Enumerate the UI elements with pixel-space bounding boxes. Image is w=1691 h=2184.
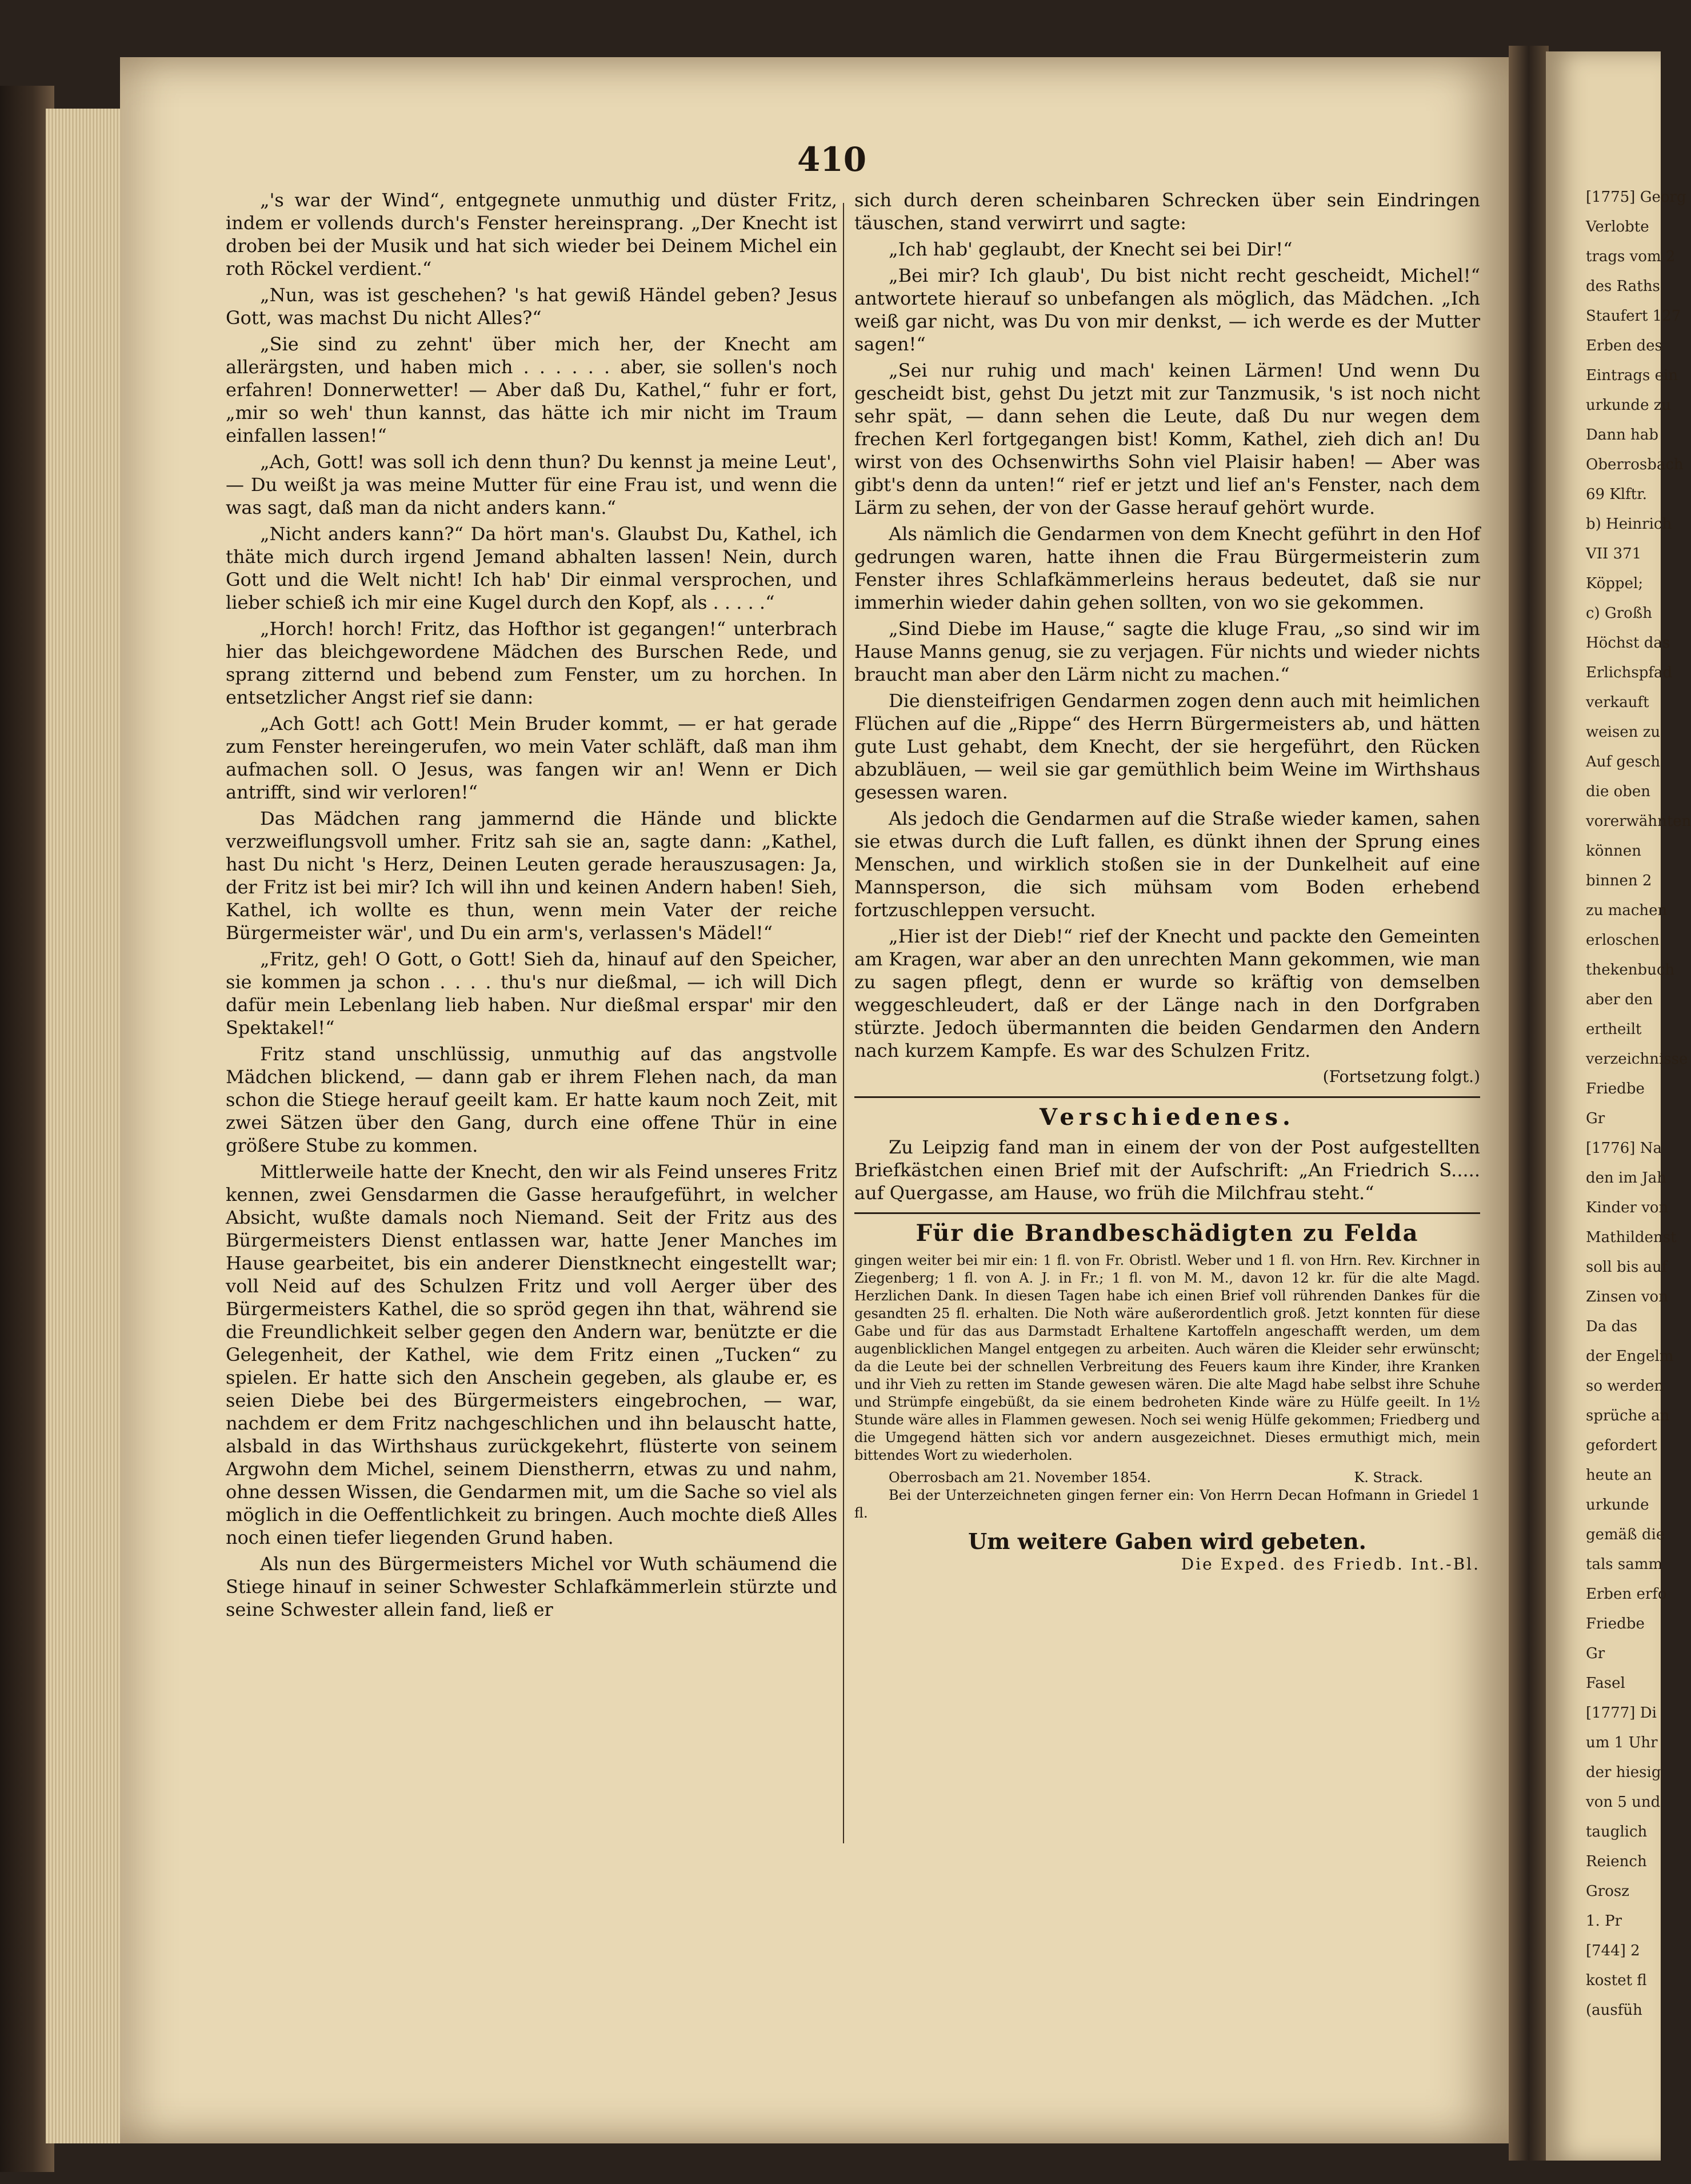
right-page-text-fragment: Oberrosbach xyxy=(1586,456,1684,473)
story-paragraph: „Sei nur ruhig und mach' keinen Lärmen! Und wenn Du gescheidt bist, gehst Du jetzt mit zur Tanzmusik, 's ist noch nicht sehr spät, — dann sehen die Leute, daß Du nur wegen dem frechen Kerl fortgegangen bist! Komm, Kathel, zieh dich an! Du wirst von des Ochsenwirths Sohn viel Plaisir haben! — Aber was gibt's denn da unten!“ rief er jetzt und lief an's Fenster, nach dem Lärm zu sehen, der von der Gasse herauf gehört wurde. xyxy=(854,360,1480,518)
right-page-text-fragment: tauglich xyxy=(1586,1823,1648,1840)
right-page-text-fragment: Fasel xyxy=(1586,1675,1625,1692)
story-paragraph: „Bei mir? Ich glaub', Du bist nicht recht gescheidt, Michel!“ antwortete hierauf so unbefangen als möglich, das Mädchen. „Ich weiß gar nicht, was Du von mir denkst, — ich werde es der Mutter sagen!“ xyxy=(854,265,1480,355)
right-page-text-fragment: Höchst das xyxy=(1586,634,1670,652)
right-page-text-fragment: verkauft xyxy=(1586,694,1649,711)
right-page-text-fragment: 1. Pr xyxy=(1586,1913,1622,1930)
right-page-text-fragment: heute an xyxy=(1586,1467,1652,1484)
story-paragraph: „Ach Gott! ach Gott! Mein Bruder kommt, — er hat gerade zum Fenster hereingerufen, wo mein Vater schläft, daß man ihm aufmachen soll. O Jesus, was fangen wir an! Wenn er Dich antrifft, sind wir verloren!“ xyxy=(226,713,837,803)
right-page-text-fragment: Verlobte xyxy=(1586,218,1649,235)
story-paragraph: „Nun, was ist geschehen? 's hat gewiß Händel geben? Jesus Gott, was machst Du nicht Alles?“ xyxy=(226,284,837,329)
right-page-text-fragment: b) Heinrich xyxy=(1586,516,1672,533)
expedition-line: Die Exped. des Friedb. Int.-Bl. xyxy=(1181,1555,1480,1574)
section-rule xyxy=(854,1212,1480,1214)
story-paragraph: Die diensteifrigen Gendarmen zogen denn auch mit heimlichen Flüchen auf die „Rippe“ des Herrn Bürgermeisters ab, und hätten gute Lust gehabt, dem Knecht, der sie hergeführt, den Rücken abzubläuen, — weil sie gar gemüthlich beim Weine im Wirthshaus gesessen waren. xyxy=(854,690,1480,803)
story-paragraph: Mittlerweile hatte der Knecht, den wir als Feind unseres Fritz kennen, zwei Gensdarmen die Gasse heraufgeführt, in welcher Absicht, wußte damals noch Niemand. Seit der Fritz aus des Bürgermeisters Dienst entlassen war, hatte Jener Manches im Hause gearbeitet, bis ein anderer Dienstknecht eingestellt war; voll Neid auf des Schulzen Fritz und voll Aerger über des Bürgermeisters Kathel, die so spröd gegen ihn that, während sie die Freundlichkeit selber gegen den Andern war, benützte er die Gelegenheit, der Kathel, wie dem Fritz einen „Tucken“ zu spielen. Er hatte sich den Anschein gegeben, als glaube er, es seien Diebe bei des Bürgermeisters eingebrochen, — war, nachdem er dem Fritz nachgeschlichen und ihn belauscht hatte, alsbald in das Wirthshaus zurückgekehrt, flüsterte von seinem Argwohn dem Michel, seinem Dienstherrn, etwas zu und nahm, ohne dessen Wissen, die Gendarmen mit, um die Sache so viel als möglich in die Oeffentlichkeit zu bringen. Auch mochte dieß Alles noch einen tiefer liegenden Grund haben. xyxy=(226,1161,837,1548)
right-page-text-fragment: können xyxy=(1586,843,1642,860)
right-page-text-fragment: tals samm xyxy=(1586,1556,1663,1573)
right-page-fragment xyxy=(1546,51,1691,2161)
story-paragraph: Als jedoch die Gendarmen auf die Straße wieder kamen, sahen sie etwas durch die Luft fallen, es dünkt ihnen der Sprung eines Menschen, und wirklich stoßen sie in der Dunkelheit auf eine Mannsperson, die sich mühsam vom Boden erhebend fortzuschleppen versucht. xyxy=(854,808,1480,921)
right-page-text-fragment: weisen zu xyxy=(1586,724,1661,741)
right-page-text-fragment: vorerwähnten xyxy=(1586,813,1691,830)
right-page-text-fragment: um 1 Uhr xyxy=(1586,1734,1658,1751)
continuation-note: (Fortsetzung folgt.) xyxy=(1322,1067,1480,1086)
story-paragraph: „Ich hab' geglaubt, der Knecht sei bei Dir!“ xyxy=(889,238,1293,260)
right-page-text-fragment: ertheilt xyxy=(1586,1021,1642,1038)
right-page-text-fragment: urkunde xyxy=(1586,1496,1649,1514)
right-page-text-fragment: [744] 2 xyxy=(1586,1942,1640,1959)
page-number: 410 xyxy=(797,140,867,179)
right-page-text-fragment: trags vom 2 xyxy=(1586,248,1676,265)
right-page-text-fragment: so werden xyxy=(1586,1378,1664,1395)
right-page-text-fragment: Erlichspfad xyxy=(1586,664,1673,681)
felda-text: gingen weiter bei mir ein: 1 fl. von Fr. Obristl. Weber und 1 fl. von Hrn. Rev. Kirchner in Ziegenberg; 1 fl. von A. J. in Fr.; 1 fl. von M. M., davon 12 kr. für die alte Magd. Herzlichen Dank. In diesen Tagen habe ich einen Brief voll rührenden Dankes für die gesandten 25 fl. erhalten. Die Noth wäre außerordentlich groß. Jetzt konnten für diese Gabe und für das aus Darmstadt Erhaltene Kartoffeln angeschafft werden, um dem augenblicklichen Mangel entgegen zu arbeiten. Auch wären die Kleider sehr erwünscht; da die Leute bei der schnellen Verbreitung des Feuers kaum ihre Kinder, ihre Kranken und ihr Vieh zu retten im Stande gewesen wären. Die alte Magd habe selbst ihre Schuhe und Strümpfe eingebüßt, da sie einem bedroheten Kinde wäre zu Hülfe geeilt. In 1½ Stunde wäre alles in Flammen gewesen. Noch sei wenig Hülfe gekommen; Friedberg und die Umgegend hätten sich vor andern ausgezeichnet. Dieses ermuthigt mich, mein bittendes Wort zu wiederholen. xyxy=(854,1252,1480,1463)
right-page-text-fragment: VII 371 xyxy=(1586,545,1642,562)
story-paragraph: „Horch! horch! Fritz, das Hofthor ist gegangen!“ unterbrach hier das bleichgewordene Mädchen des Burschen Rede, und sprang zitternd und bebend zum Fenster, um zu horchen. In entsetzlicher Angst rief sie dann: xyxy=(226,618,837,708)
story-paragraph: Das Mädchen rang jammernd die Hände und blickte verzweiflungsvoll umher. Fritz sah sie an, sagte dann: „Kathel, hast Du nicht 's Herz, Deinen Leuten gerade herauszusagen: Ja, der Fritz ist bei mir? Ich will ihn und keinen Andern haben! Sieh, Kathel, ich wollte es thun, wenn mein Vater der reiche Bürgermeister wär', und Du ein arm's, verlassen's Mädel!“ xyxy=(226,808,837,944)
felda-signature: K. Strack. xyxy=(1354,1470,1423,1486)
book-gutter xyxy=(1509,46,1549,2161)
right-page-text-fragment: der Engelm xyxy=(1586,1348,1674,1365)
right-page-text-fragment: [1775] Georg xyxy=(1586,189,1686,206)
right-page-text-fragment: gefordert xyxy=(1586,1437,1657,1454)
right-page-text-fragment: Köppel; xyxy=(1586,575,1644,592)
right-page-text-fragment: des Raths xyxy=(1586,278,1660,295)
story-paragraph: sich durch deren scheinbaren Schrecken über sein Eindringen täuschen, stand verwirrt und sagte: xyxy=(854,189,1480,234)
right-page-text-fragment: Friedbe xyxy=(1586,1615,1645,1632)
right-page-text-fragment: Gr xyxy=(1586,1645,1605,1662)
column-divider xyxy=(843,203,844,1843)
story-paragraph: „Hier ist der Dieb!“ rief der Knecht und packte den Gemeinten am Kragen, war aber an den unrechten Mann gekommen, wie man zu sagen pflegt, denn er wurde so kräftig von demselben weggeschleudert, daß er der Länge nach in den Dorfgraben stürzte. Jedoch übermannten die beiden Gendarmen den Andern nach kurzem Kampfe. Es war des Schulzen Fritz. xyxy=(854,925,1480,1061)
right-page-text-fragment: Mathildenst xyxy=(1586,1229,1677,1246)
right-page-text-fragment: binnen 2 xyxy=(1586,872,1652,889)
right-page-text-fragment: verzeichnisse xyxy=(1586,1051,1688,1068)
page-edges xyxy=(46,109,126,2143)
section-rule xyxy=(854,1096,1480,1098)
left-column xyxy=(226,189,837,1624)
right-page-text-fragment: erloschen xyxy=(1586,932,1660,949)
right-page-text-fragment: der hiesig xyxy=(1586,1764,1661,1781)
right-page-text-fragment: den im Jah xyxy=(1586,1169,1666,1187)
right-column xyxy=(854,189,1480,1576)
right-page-text-fragment: Reiench xyxy=(1586,1853,1647,1870)
right-page-text-fragment: Erben erfo xyxy=(1586,1586,1667,1603)
verschiedenes-text: Zu Leipzig fand man in einem der von der Post aufgestellten Briefkästchen einen Brief mit der Aufschrift: „An Friedrich S..... auf Quergasse, am Hause, wo früh die Milchfrau steht.“ xyxy=(854,1136,1480,1204)
right-page-text-fragment: Auf gesch xyxy=(1586,753,1661,770)
right-page-text-fragment: c) Großh xyxy=(1586,605,1652,622)
story-paragraph: Fritz stand unschlüssig, unmuthig auf das angstvolle Mädchen blickend, — dann gab er ihrem Flehen nach, da man schon die Stiege herauf geeilt kam. Er hatte kaum noch Zeit, mit zwei Sätzen über den Gang, durch eine offene Thür in eine größere Stube zu kommen. xyxy=(226,1043,837,1156)
right-page-text-fragment: Eintrags ein xyxy=(1586,367,1678,384)
right-page-text-fragment: Zinsen von xyxy=(1586,1288,1668,1305)
story-continuation xyxy=(854,189,1480,1062)
right-page-text-fragment: [1777] Di xyxy=(1586,1704,1657,1722)
right-page-text-fragment: aber den xyxy=(1586,991,1653,1008)
story-paragraph: Als nämlich die Gendarmen von dem Knecht geführt in den Hof gedrungen waren, hatte ihnen die Frau Bürgermeisterin zum Fenster ihres Schlafkämmerleins heraus bedeutet, daß sie nur immerhin wieder dahin gehen sollten, von wo sie gekommen. xyxy=(854,523,1480,613)
right-page-text-fragment: urkunde zu xyxy=(1586,397,1672,414)
right-page-text-fragment: Gr xyxy=(1586,1110,1605,1127)
right-page-text-fragment: zu machen xyxy=(1586,902,1668,919)
right-page-text-fragment: Kinder von xyxy=(1586,1199,1669,1216)
felda-notice xyxy=(854,1252,1480,1522)
story-paragraph: „Sind Diebe im Hause,“ sagte die kluge Frau, „so sind wir im Hause Manns genug, sie zu verjagen. Für nichts und wieder nichts braucht man aber den Lärm nicht zu machen.“ xyxy=(854,618,1480,685)
felda-signature-row xyxy=(854,1469,1480,1487)
story-paragraph: „Sie sind zu zehnt' über mich her, der Knecht am allerärgsten, und haben mich . . . . . . aber, sie sollen's noch erfahren! Donnerwetter! — Aber daß Du, Kathel,“ fuhr er fort, „mir so weh' thun kannst, das hätte ich mir nicht im Traum einfallen lassen!“ xyxy=(226,333,837,446)
right-page-text-fragment: Friedbe xyxy=(1586,1080,1645,1097)
story-paragraph: Als nun des Bürgermeisters Michel vor Wuth schäumend die Stiege hinauf in seiner Schwester Schlafkämmerlein stürzte und seine Schwester allein fand, ließ er xyxy=(226,1553,837,1620)
felda-additional: Bei der Unterzeichneten gingen ferner ein: Von Herrn Decan Hofmann in Griedel 1 fl. xyxy=(854,1487,1480,1521)
story-paragraph: „Ach, Gott! was soll ich denn thun? Du kennst ja meine Leut', — Du weißt ja was meine Mutter für eine Frau ist, und wenn die was sagt, daß man da nicht anders kann.“ xyxy=(226,451,837,518)
right-page-text-fragment: Grosz xyxy=(1586,1883,1629,1900)
right-page-text-fragment: die oben xyxy=(1586,783,1651,800)
story-paragraph: „'s war der Wind“, entgegnete unmuthig und düster Fritz, indem er vollends durch's Fenster hereinsprang. „Der Knecht ist droben bei der Musik und hat sich wieder bei Deinem Michel ein roth Röckel verdient.“ xyxy=(226,189,837,280)
felda-title: Für die Brandbeschädigten zu Felda xyxy=(916,1220,1419,1247)
story-paragraph: „Fritz, geh! O Gott, o Gott! Sieh da, hinauf auf den Speicher, sie kommen ja schon . . . . thu's nur dießmal, — ich will Dich dafür mein Lebenlang lieb haben. Nur dießmal erspar' mir den Spektakel!“ xyxy=(226,948,837,1039)
right-page-text-fragment: gemäß die xyxy=(1586,1526,1665,1543)
verschiedenes-title: Verschiedenes. xyxy=(1040,1104,1295,1131)
right-page-text-fragment: kostet fl xyxy=(1586,1972,1647,1989)
right-page-text-fragment: von 5 und xyxy=(1586,1794,1661,1811)
right-page-text-fragment: (ausfüh xyxy=(1586,2002,1642,2019)
appeal-line: Um weitere Gaben wird gebeten. xyxy=(968,1528,1366,1554)
right-page-text-fragment: sprüche an xyxy=(1586,1407,1670,1424)
right-page-text-fragment: Staufert 127 xyxy=(1586,308,1681,325)
right-page-text-fragment: thekenbuch xyxy=(1586,961,1675,979)
right-page-text-fragment: Dann hab xyxy=(1586,426,1658,444)
right-page-text-fragment: Da das xyxy=(1586,1318,1638,1335)
right-page-text-fragment: 69 Klftr. xyxy=(1586,486,1647,503)
right-page-text-fragment: [1776] Na xyxy=(1586,1140,1662,1157)
right-page-text-fragment: Erben des xyxy=(1586,337,1662,354)
story-paragraph: „Nicht anders kann?“ Da hört man's. Glaubst Du, Kathel, ich thäte mich durch irgend Jemand abhalten lassen! Nein, durch Gott und die Welt nicht! Ich hab' Dir einmal versprochen, und lieber schieß ich mir eine Kugel durch den Kopf, als . . . . .“ xyxy=(226,523,837,613)
right-page-text-fragment: soll bis auf xyxy=(1586,1259,1668,1276)
felda-place-date: Oberrosbach am 21. November 1854. xyxy=(889,1470,1151,1486)
